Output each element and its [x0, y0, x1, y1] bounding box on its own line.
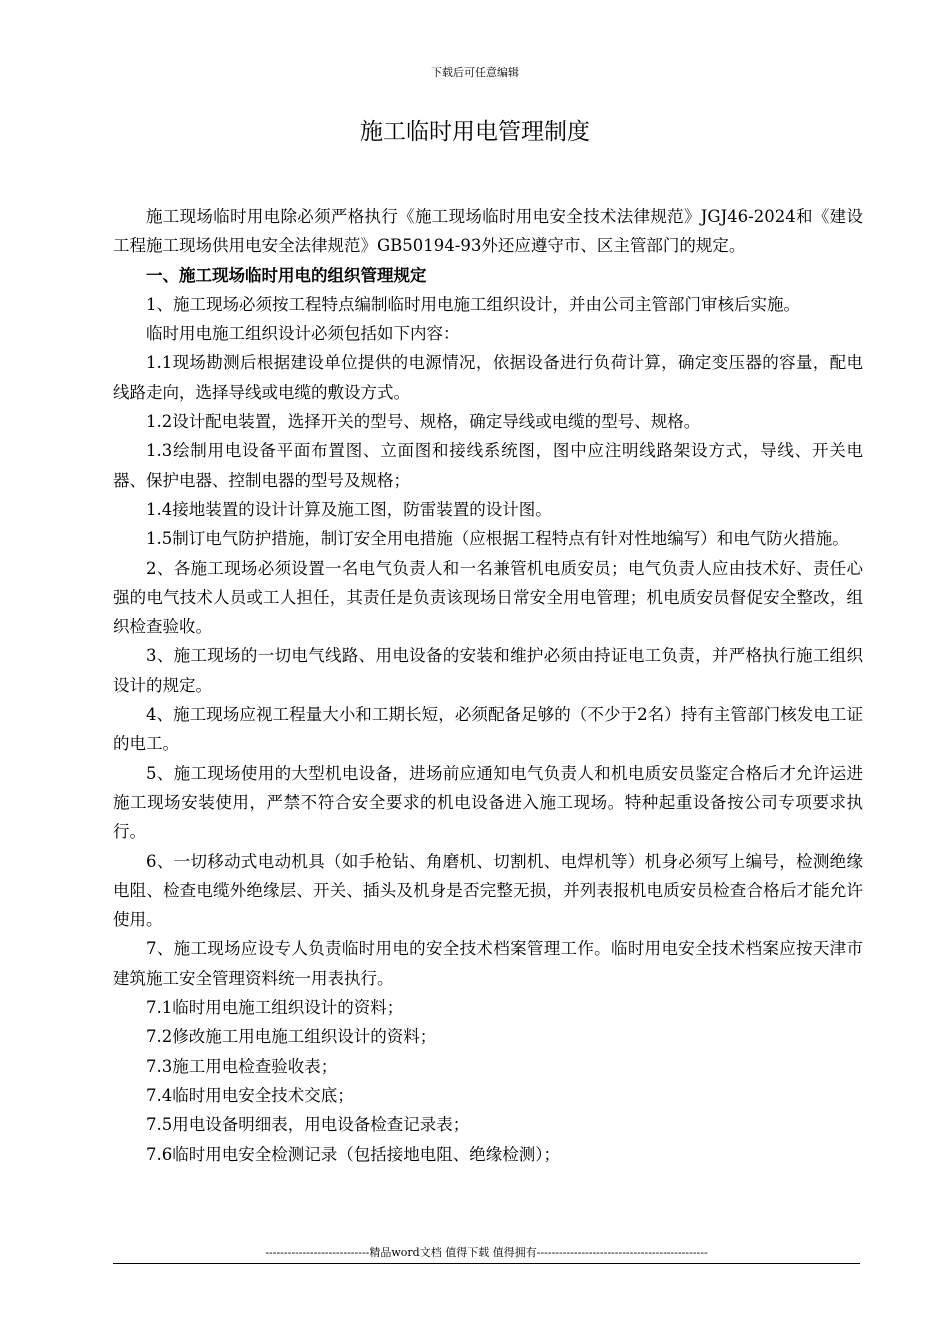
- paragraph: 1.3绘制用电设备平面布置图、立面图和接线系统图，图中应注明线路架设方式，导线、开关电器、保护电器、控制电器的型号及规格；: [113, 441, 863, 490]
- paragraph: 4、施工现场应视工程量大小和工期长短，必须配备足够的（不少于2名）持有主管部门核发电工证的电工。: [113, 705, 863, 754]
- list-item: 7.1临时用电施工组织设计的资料；: [146, 998, 404, 1018]
- footer-rule: [113, 1263, 860, 1264]
- document-body: [113, 202, 863, 1169]
- paragraph: 5、施工现场使用的大型机电设备，进场前应通知电气负责人和机电质安员鉴定合格后才允许运进施工现场安装使用，严禁不符合安全要求的机电设备进入施工现场。特种起重设备按公司专项要求执行。: [113, 763, 863, 842]
- paragraph: 1.2设计配电装置，选择开关的型号、规格，确定导线或电缆的型号、规格。: [146, 412, 701, 432]
- page-footer: ----------------------------精品word文档 值得下载 值得拥有----------------------------------------------: [265, 1246, 708, 1259]
- paragraph: 1.1现场勘测后根据建设单位提供的电源情况，依据设备进行负荷计算，确定变压器的容量，配电线路走向，选择导线或电缆的敷设方式。: [113, 353, 863, 402]
- list-item: 7.5用电设备明细表，用电设备检查记录表；: [146, 1115, 470, 1135]
- section-heading: 一、施工现场临时用电的组织管理规定: [146, 265, 427, 285]
- document-title: 施工临时用电管理制度: [360, 119, 590, 145]
- intro-paragraph: 施工现场临时用电除必须严格执行《施工现场临时用电安全技术法律规范》JGJ46-2024和《建设工程施工现场供用电安全法律规范》GB50194-93外还应遵守市、区主管部门的规定。: [113, 207, 863, 256]
- list-item: 7.2修改施工用电施工组织设计的资料；: [146, 1027, 437, 1047]
- paragraph: 7、施工现场应设专人负责临时用电的安全技术档案管理工作。临时用电安全技术档案应按天津市建筑施工安全管理资料统一用表执行。: [113, 939, 863, 988]
- paragraph: 1.5制订电气防护措施，制订安全用电措施（应根据工程特点有针对性地编写）和电气防火措施。: [146, 529, 849, 549]
- paragraph: 3、施工现场的一切电气线路、用电设备的安装和维护必须由持证电工负责，并严格执行施工组织设计的规定。: [113, 646, 863, 695]
- list-item: 7.4临时用电安全技术交底；: [146, 1085, 354, 1105]
- page-header: 下载后可任意编辑: [431, 66, 519, 79]
- paragraph: 2、各施工现场必须设置一名电气负责人和一名兼管机电质安员；电气负责人应由技术好、责任心强的电气技术人员或工人担任，其责任是负责该现场日常安全用电管理；机电质安员督促安全整改，组织检查验收。: [113, 558, 863, 637]
- paragraph: 临时用电施工组织设计必须包括如下内容：: [146, 324, 460, 344]
- list-item: 7.3施工用电检查验收表；: [146, 1056, 338, 1076]
- paragraph: 1.4接地装置的设计计算及施工图，防雷装置的设计图。: [146, 499, 552, 519]
- paragraph: 1、施工现场必须按工程特点编制临时用电施工组织设计，并由公司主管部门审核后实施。: [146, 294, 800, 314]
- paragraph: 6、一切移动式电动机具（如手枪钻、角磨机、切割机、电焊机等）机身必须写上编号，检测绝缘电阻、检查电缆外绝缘层、开关、插头及机身是否完整无损，并列表报机电质安员检查合格后才能允许使用。: [113, 851, 863, 930]
- list-item: 7.6临时用电安全检测记录（包括接地电阻、绝缘检测）；: [146, 1144, 560, 1164]
